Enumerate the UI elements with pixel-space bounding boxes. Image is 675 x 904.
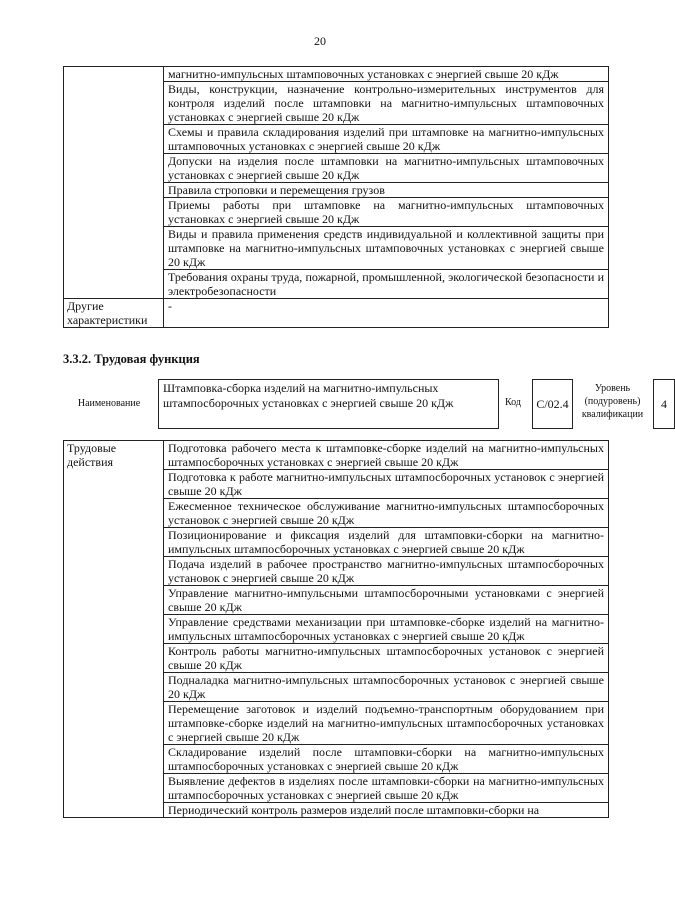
level-box: 4: [653, 379, 675, 429]
table-cell: Схемы и правила складирования изделий при штамповке на магнитно-импульсных штамповочных установках с энергией свыше 20 кДж: [164, 125, 609, 154]
table-cell: Контроль работы магнитно-импульсных штампосборочных установок с энергией свыше 20 кДж: [164, 644, 609, 673]
table-cell: Подготовка рабочего места к штамповке-сборке изделий на магнитно-импульсных штампосборочных установках с энергией свыше 20 кДж: [164, 441, 609, 470]
table-cell: Виды и правила применения средств индивидуальной и коллективной защиты при штамповке на магнитно-импульсных штамповочных установках с энергией свыше 20 кДж: [164, 227, 609, 270]
code-box: C/02.4: [532, 379, 573, 429]
level-label: Уровень (подуровень) квалификации: [581, 383, 644, 420]
other-characteristics-label: Другие характеристики: [64, 299, 164, 328]
function-name-box: Штамповка-сборка изделий на магнитно-импульсных штампосборочных установках с энергией свыше 20 кДж: [158, 379, 499, 429]
table-cell: Подналадка магнитно-импульсных штампосборочных установок с энергией свыше 20 кДж: [164, 673, 609, 702]
table-cell: Позиционирование и фиксация изделий для штамповки-сборки на магнитно-импульсных штампосборочных установках с энергией свыше 20 кДж: [164, 528, 609, 557]
table-cell: Виды, конструкции, назначение контрольно-измерительных инструментов для контроля изделий после штамповки на магнитно-импульсных штамповочных установках с энергией свыше 20 кДж: [164, 82, 609, 125]
table-cell: Подача изделий в рабочее пространство магнитно-импульсных штампосборочных установок с энергией свыше 20 кДж: [164, 557, 609, 586]
table-cell: Управление магнитно-импульсными штампосборочными установками с энергией свыше 20 кДж: [164, 586, 609, 615]
name-label: Наименование: [77, 398, 141, 409]
code-label: Код: [505, 397, 521, 408]
section-heading: 3.3.2. Трудовая функция: [63, 352, 200, 366]
table-cell: Периодический контроль размеров изделий после штамповки-сборки на: [164, 803, 609, 818]
other-characteristics-value: -: [164, 299, 609, 328]
table-cell: Приемы работы при штамповке на магнитно-импульсных штамповочных установках с энергией свыше 20 кДж: [164, 198, 609, 227]
actions-label: Трудовые действия: [64, 441, 164, 818]
table-cell: Ежесменное техническое обслуживание магнитно-импульсных штампосборочных установок с энергией свыше 20 кДж: [164, 499, 609, 528]
table-cell: магнитно-импульсных штамповочных установках с энергией свыше 20 кДж: [164, 67, 609, 82]
table-cell: Подготовка к работе магнитно-импульсных штампосборочных установок с энергией свыше 20 кДж: [164, 470, 609, 499]
table-cell: Складирование изделий после штамповки-сборки на магнитно-импульсных штампосборочных установках с энергией свыше 20 кДж: [164, 745, 609, 774]
page-number: 20: [314, 34, 326, 48]
table-cell: Правила строповки и перемещения грузов: [164, 183, 609, 198]
table-row: [64, 441, 609, 470]
table-cell: Перемещение заготовок и изделий подъемно-транспортным оборудованием при штамповке-сборке изделий на магнитно-импульсных штампосборочных установках с энергией свыше 20 кДж: [164, 702, 609, 745]
table-cell: Допуски на изделия после штамповки на магнитно-импульсных штамповочных установках с энергией свыше 20 кДж: [164, 154, 609, 183]
table-cell: Выявление дефектов в изделиях после штамповки-сборки на магнитно-импульсных штампосборочных установках с энергией свыше 20 кДж: [164, 774, 609, 803]
table-cell: Требования охраны труда, пожарной, промышленной, экологической безопасности и электробезопасности: [164, 270, 609, 299]
actions-table: [63, 440, 609, 818]
table-cell: Управление средствами механизации при штамповке-сборке изделий на магнитно-импульсных штампосборочных установках с энергией свыше 20 кДж: [164, 615, 609, 644]
